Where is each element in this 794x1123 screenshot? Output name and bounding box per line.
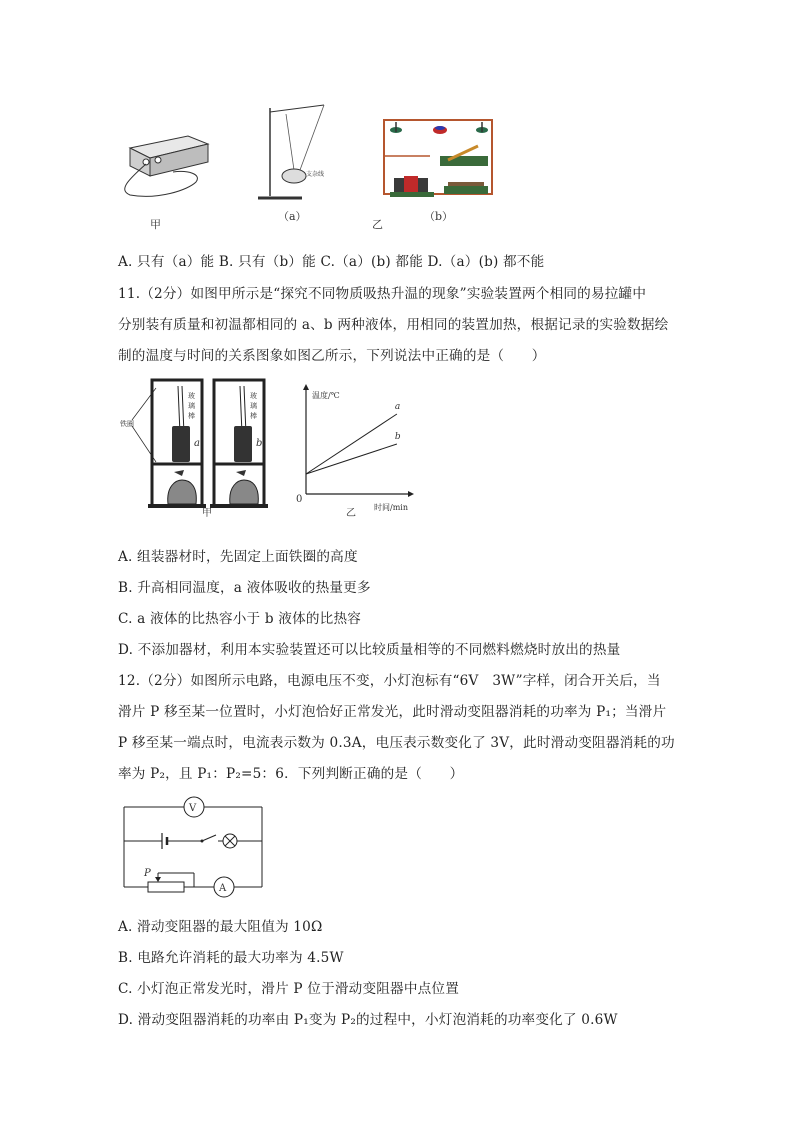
q11-can-b-label: b xyxy=(256,438,263,449)
q11-series-b-line xyxy=(306,444,397,474)
q11-series-b-label: b xyxy=(394,432,401,442)
q11-caption-jia: 甲 xyxy=(202,508,212,518)
slider-label: P xyxy=(144,868,151,879)
q12-circuit xyxy=(118,795,268,899)
q11-graph-y-arrow xyxy=(303,384,309,390)
q11-graph-x-arrow xyxy=(408,491,414,497)
q11-figure xyxy=(118,376,428,518)
q11-stem-line-3: 制的温度与时间的关系图象如图乙所示，下列说法中正确的是（ ） xyxy=(118,348,546,364)
q10-figure xyxy=(118,100,518,240)
q10-fig-b xyxy=(372,120,492,231)
q12-stem-line-2: 滑片 P 移至某一位置时，小灯泡恰好正常发光，此时滑动变阻器消耗的功率为 P₁；当滑片 xyxy=(118,704,667,720)
q11-series-a-line xyxy=(306,414,397,474)
ammeter-label: A xyxy=(219,883,227,894)
q11-can-a-label: a xyxy=(194,438,200,449)
q11-option-c: C. a 液体的比热容小于 b 液体的比热容 xyxy=(118,611,362,627)
q12-circuit-svg xyxy=(118,795,268,899)
q12-stem-line-3: P 移至某一端点时，电流表示数为 0.3A，电压表示数变化了 3V，此时滑动变阻器消耗的功 xyxy=(118,735,675,751)
q11-iron-ring-label: 铁圈 xyxy=(120,420,134,428)
q12-stem-line-4: 率为 P₂，且 P₁：P₂=5：6．下列判断正确的是（ ） xyxy=(118,766,464,782)
q11-caption-yi: 乙 xyxy=(346,508,356,518)
q11-rod-char-1a: 玻 xyxy=(188,392,195,400)
q11-option-a: A. 组装器材时，先固定上面铁圈的高度 xyxy=(118,549,358,565)
q11-rod-char-2a: 璃 xyxy=(188,402,195,410)
q10-fig-jia xyxy=(125,136,208,231)
rheostat-symbol xyxy=(148,882,184,892)
q11-rod-char-1b: 玻 xyxy=(250,392,257,400)
q12-stem-line-1: 12.（2分）如图所示电路，电源电压不变，小灯泡标有“6V 3W”字样，闭合开关后，当 xyxy=(118,673,661,689)
q10-fig-a xyxy=(258,105,324,223)
q12-option-c: C. 小灯泡正常发光时，滑片 P 位于滑动变阻器中点位置 xyxy=(118,981,460,997)
q11-graph-xlabel: 时间/min xyxy=(374,503,408,512)
q12-option-b: B. 电路允许消耗的最大功率为 4.5W xyxy=(118,950,344,966)
q10-label-jia: 甲 xyxy=(150,218,161,231)
q10-label-b: （b） xyxy=(424,210,454,223)
q11-graph-origin: 0 xyxy=(296,494,303,505)
q11-graph xyxy=(296,384,414,518)
q10-figure-svg xyxy=(118,100,518,240)
q11-option-b: B. 升高相同温度，a 液体吸收的热量更多 xyxy=(118,580,371,596)
q12-option-a: A. 滑动变阻器的最大阻值为 10Ω xyxy=(118,919,323,935)
q11-stem-line-1: 11.（2分）如图甲所示是“探究不同物质吸热升温的现象”实验装置两个相同的易拉罐中 xyxy=(118,286,647,302)
q11-figure-svg xyxy=(118,376,428,518)
q11-option-d: D. 不添加器材，利用本实验装置还可以比较质量相等的不同燃料燃烧时放出的热量 xyxy=(118,642,621,658)
q11-rod-char-3b: 棒 xyxy=(250,412,257,420)
q11-rod-char-3a: 棒 xyxy=(188,412,195,420)
voltmeter-label: V xyxy=(189,803,197,814)
q11-stem-line-2: 分别装有质量和初温都相同的 a、b 两种液体，用相同的装置加热，根据记录的实验数据绘 xyxy=(118,317,669,333)
switch-symbol xyxy=(202,835,216,841)
q10-label-a: （a） xyxy=(278,210,307,223)
q10-label-yi: 乙 xyxy=(372,218,383,231)
q11-graph-ylabel: 温度/℃ xyxy=(312,391,340,400)
q12-option-d: D. 滑动变阻器消耗的功率由 P₁变为 P₂的过程中，小灯泡消耗的功率变化了 0.6W xyxy=(118,1012,618,1028)
q10-options: A. 只有（a）能 B. 只有（b）能 C.（a）(b) 都能 D.（a）(b) 都不能 xyxy=(118,254,545,270)
q11-rod-char-2b: 璃 xyxy=(250,402,257,410)
q11-series-a-label: a xyxy=(394,402,401,412)
q10-small-label: 支杂线 xyxy=(306,171,325,178)
q11-apparatus xyxy=(120,380,268,518)
